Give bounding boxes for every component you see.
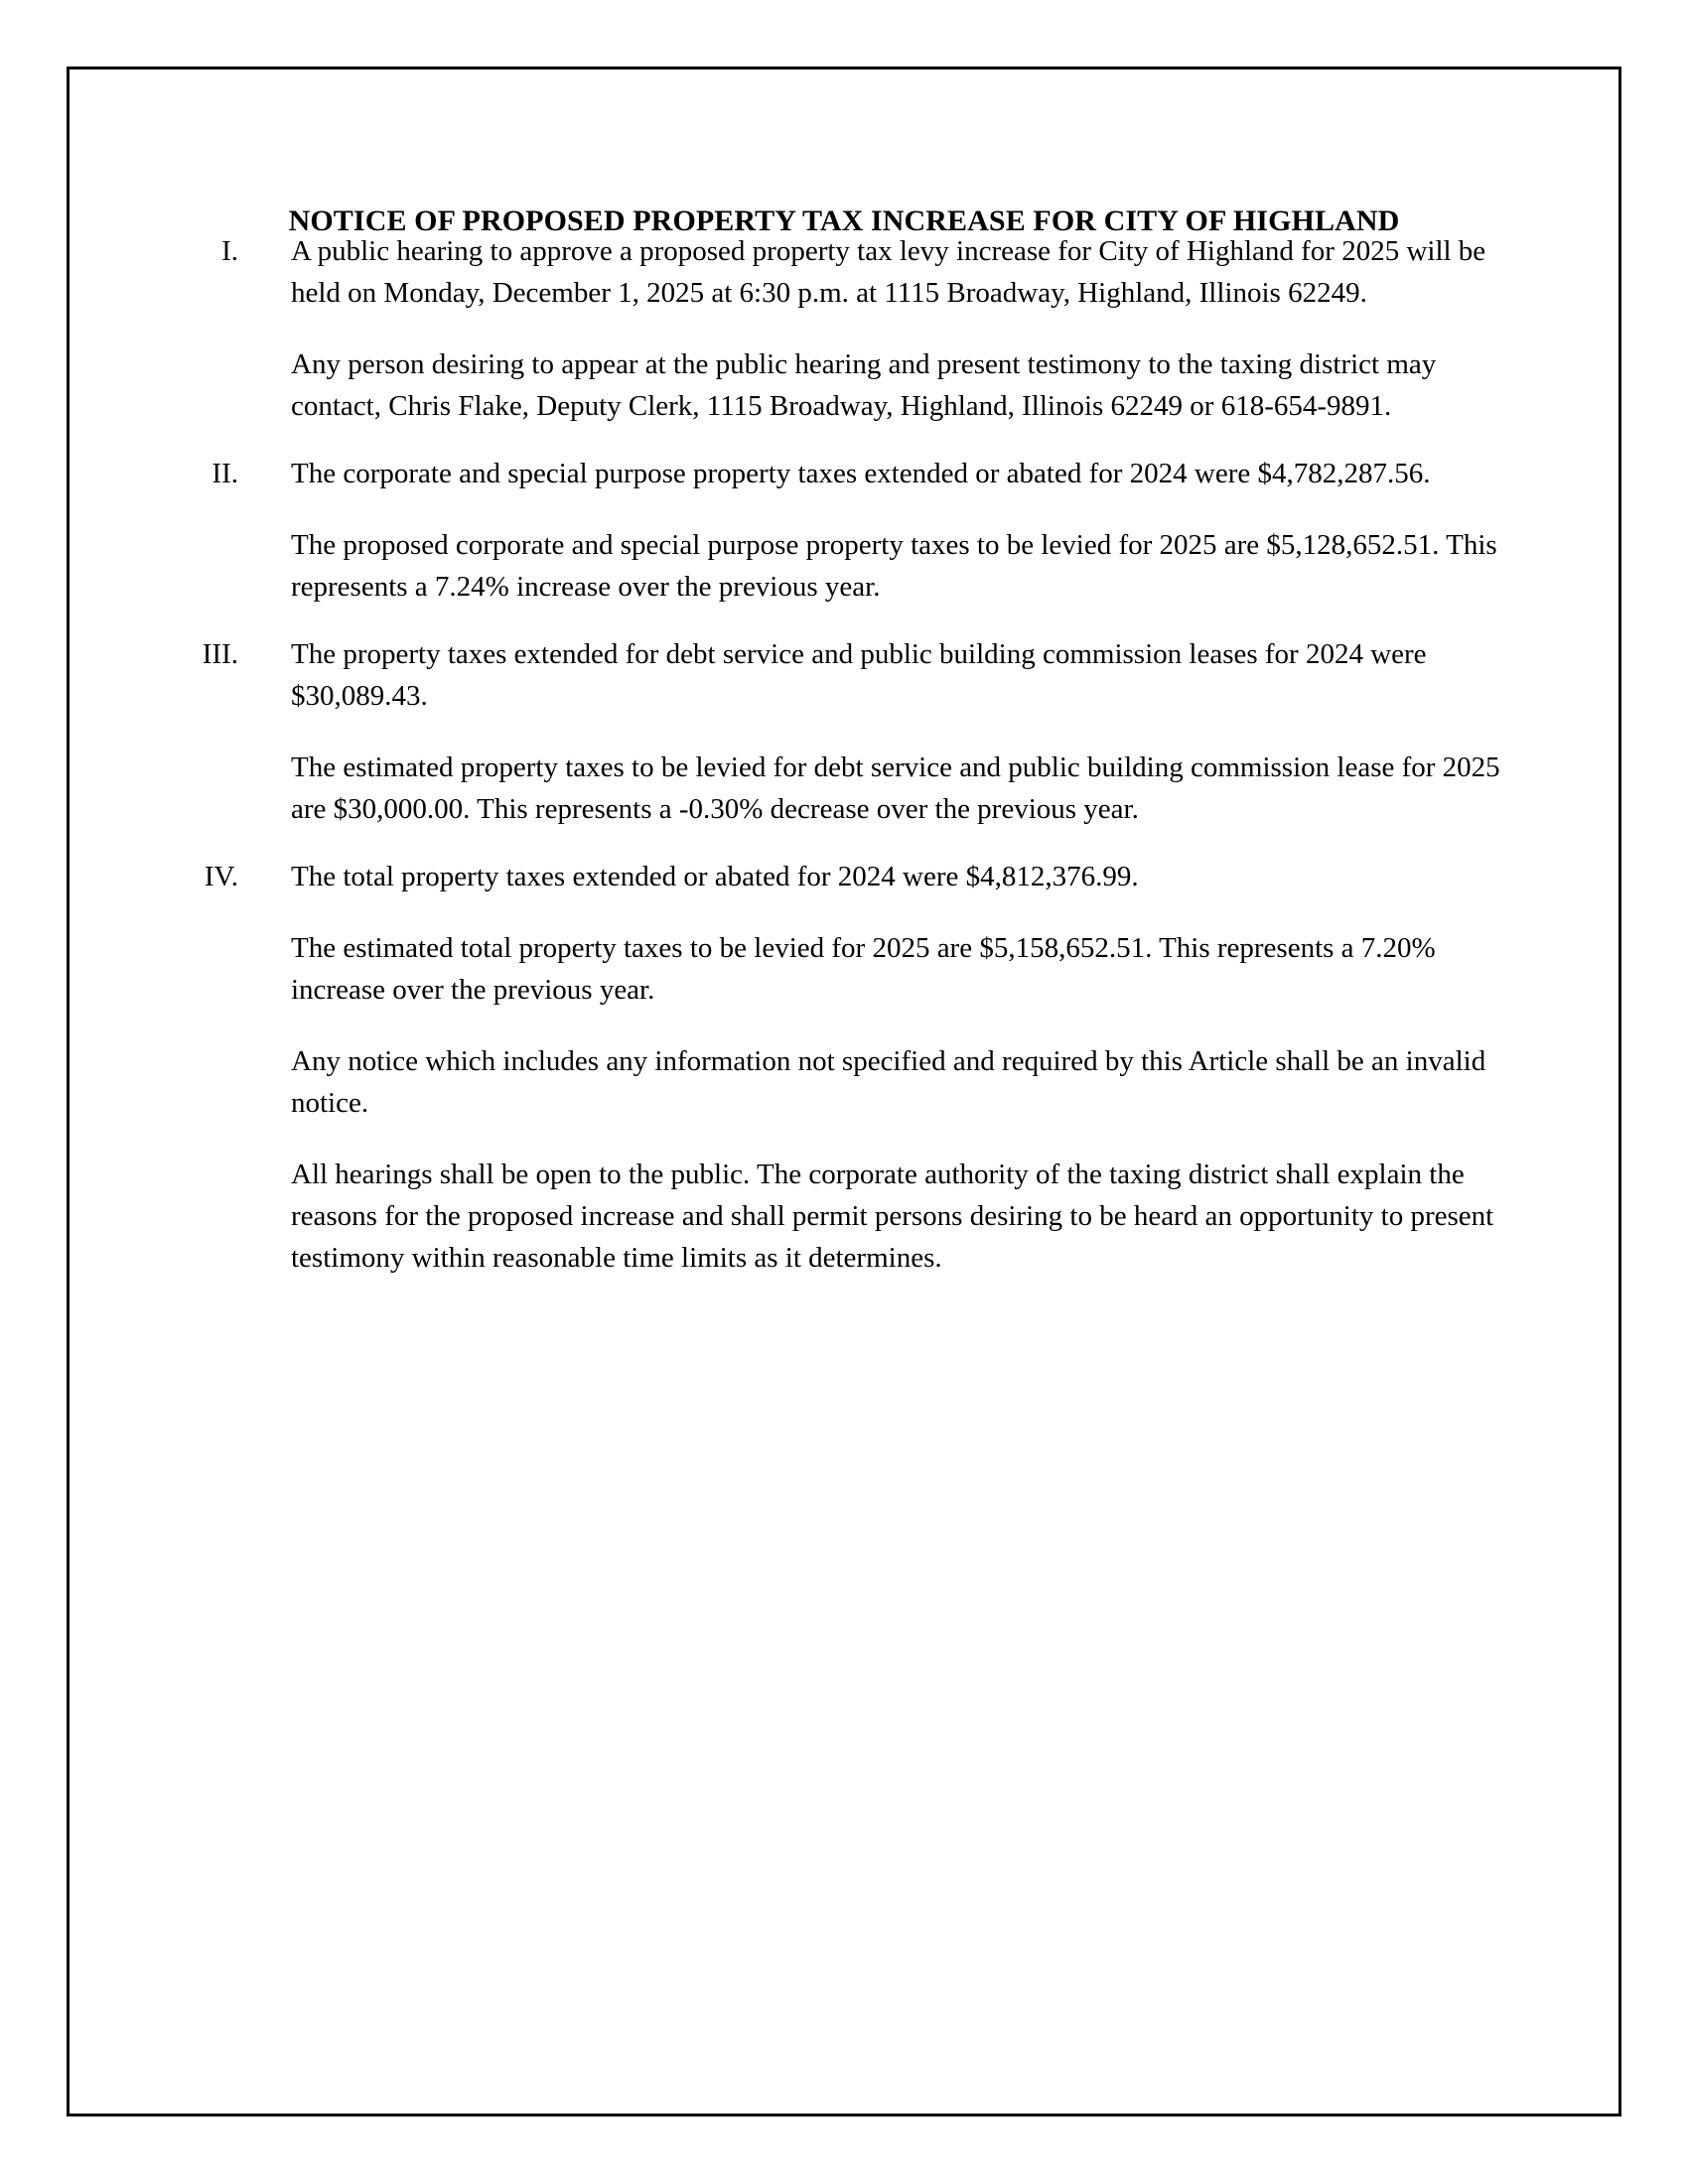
section-iii-paragraph-debt-service-estimated: The estimated property taxes to be levied for debt service and public building commission lease for 2025 are $30,000.00. This represents a -0.30% decrease over the previous year.: [291, 751, 1500, 825]
notice-section-iv: [67, 856, 1621, 1279]
section-ii-paragraph-prior-year-amount: The corporate and special purpose property taxes extended or abated for 2024 were $4,782,287.56.: [291, 458, 1431, 489]
section-numeral-iv: IV.: [204, 861, 238, 892]
section-numeral-iii: III.: [202, 638, 238, 670]
section-i-paragraph-contact-info: Any person desiring to appear at the public hearing and present testimony to the taxing district may contact, Chris Flake, Deputy Clerk, 1115 Broadway, Highland, Illinois 62249 or 618-654-9891.: [291, 348, 1437, 422]
page-title: NOTICE OF PROPOSED PROPERTY TAX INCREASE FOR CITY OF HIGHLAND: [288, 205, 1400, 238]
section-iv-paragraph-total-estimated: The estimated total property taxes to be levied for 2025 are $5,158,652.51. This represents a 7.20% increase over the previous year.: [291, 932, 1436, 1006]
notice-section-ii: [67, 453, 1621, 608]
section-ii-paragraph-proposed-amount: The proposed corporate and special purpose property taxes to be levied for 2025 are $5,128,652.51. This represents a 7.24% increase over the previous year.: [291, 529, 1497, 603]
notice-section-i: [67, 230, 1621, 427]
section-numeral-i: I.: [221, 235, 238, 267]
notice-section-iii: [67, 633, 1621, 830]
section-iv-paragraph-total-prior: The total property taxes extended or abated for 2024 were $4,812,376.99.: [291, 861, 1139, 892]
section-i-paragraph-hearing-details: A public hearing to approve a proposed property tax levy increase for City of Highland for 2025 will be held on Monday, December 1, 2025 at 6:30 p.m. at 1115 Broadway, Highland, Illinois 62249.: [291, 235, 1486, 309]
notice-sections-list: [67, 230, 1621, 1304]
document-content: [67, 67, 1621, 2116]
section-iii-paragraph-debt-service-prior: The property taxes extended for debt service and public building commission leases for 2024 were $30,089.43.: [291, 638, 1427, 712]
section-iv-paragraph-invalid-notice: Any notice which includes any information not specified and required by this Article shall be an invalid notice.: [291, 1045, 1486, 1119]
section-numeral-ii: II.: [211, 458, 238, 489]
section-iv-paragraph-open-hearings: All hearings shall be open to the public. The corporate authority of the taxing district shall explain the reasons for the proposed increase and shall permit persons desiring to be heard an opportunity to present testimony within reasonable time limits as it determines.: [291, 1159, 1494, 1274]
